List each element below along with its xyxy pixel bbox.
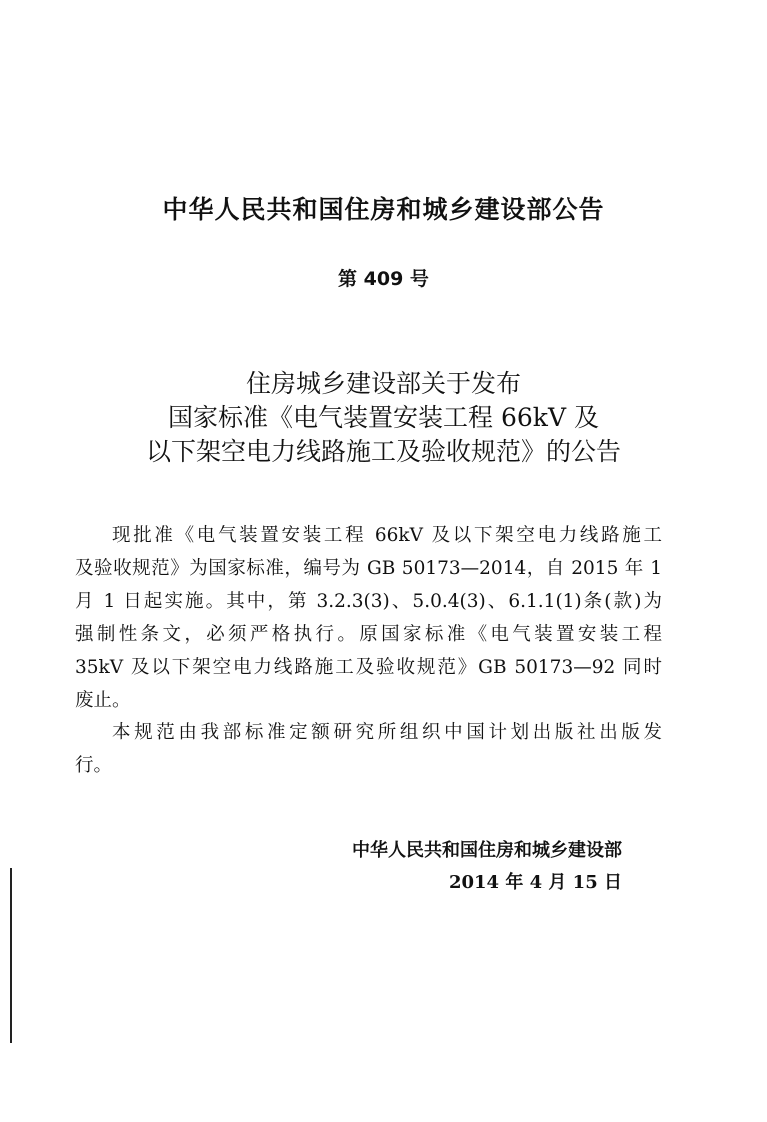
body-line: 本规范由我部标准定额研究所组织中国计划出版社出版发 <box>112 722 662 743</box>
scan-edge-line <box>10 868 12 1043</box>
body-line: 35kV 及以下架空电力线路施工及验收规范》GB 50173—92 同时 <box>75 657 662 678</box>
body-line: 强制性条文，必须严格执行。原国家标准《电气装置安装工程 <box>75 624 662 645</box>
body-line: 行。 <box>75 755 113 776</box>
issue-date: 2014 年 4 月 15 日 <box>448 872 622 893</box>
body-line: 及验收规范》为国家标准，编号为 GB 50173—2014，自 2015 年 1 <box>75 558 662 579</box>
subtitle-line: 住房城乡建设部关于发布 <box>245 369 521 398</box>
subtitle-line: 国家标准《电气装置安装工程 66kV 及 <box>168 403 599 432</box>
body-line: 月 1 日起实施。其中，第 3.2.3(3)、5.0.4(3)、6.1.1(1)条(款)为 <box>75 591 662 612</box>
issuer-signature: 中华人民共和国住房和城乡建设部 <box>352 840 622 861</box>
body-line: 废止。 <box>75 690 131 711</box>
subtitle-line: 以下架空电力线路施工及验收规范》的公告 <box>145 437 621 466</box>
body-line: 现批准《电气装置安装工程 66kV 及以下架空电力线路施工 <box>112 525 662 546</box>
announcement-heading: 中华人民共和国住房和城乡建设部公告 <box>162 195 605 224</box>
announcement-number: 第 409 号 <box>338 268 429 290</box>
